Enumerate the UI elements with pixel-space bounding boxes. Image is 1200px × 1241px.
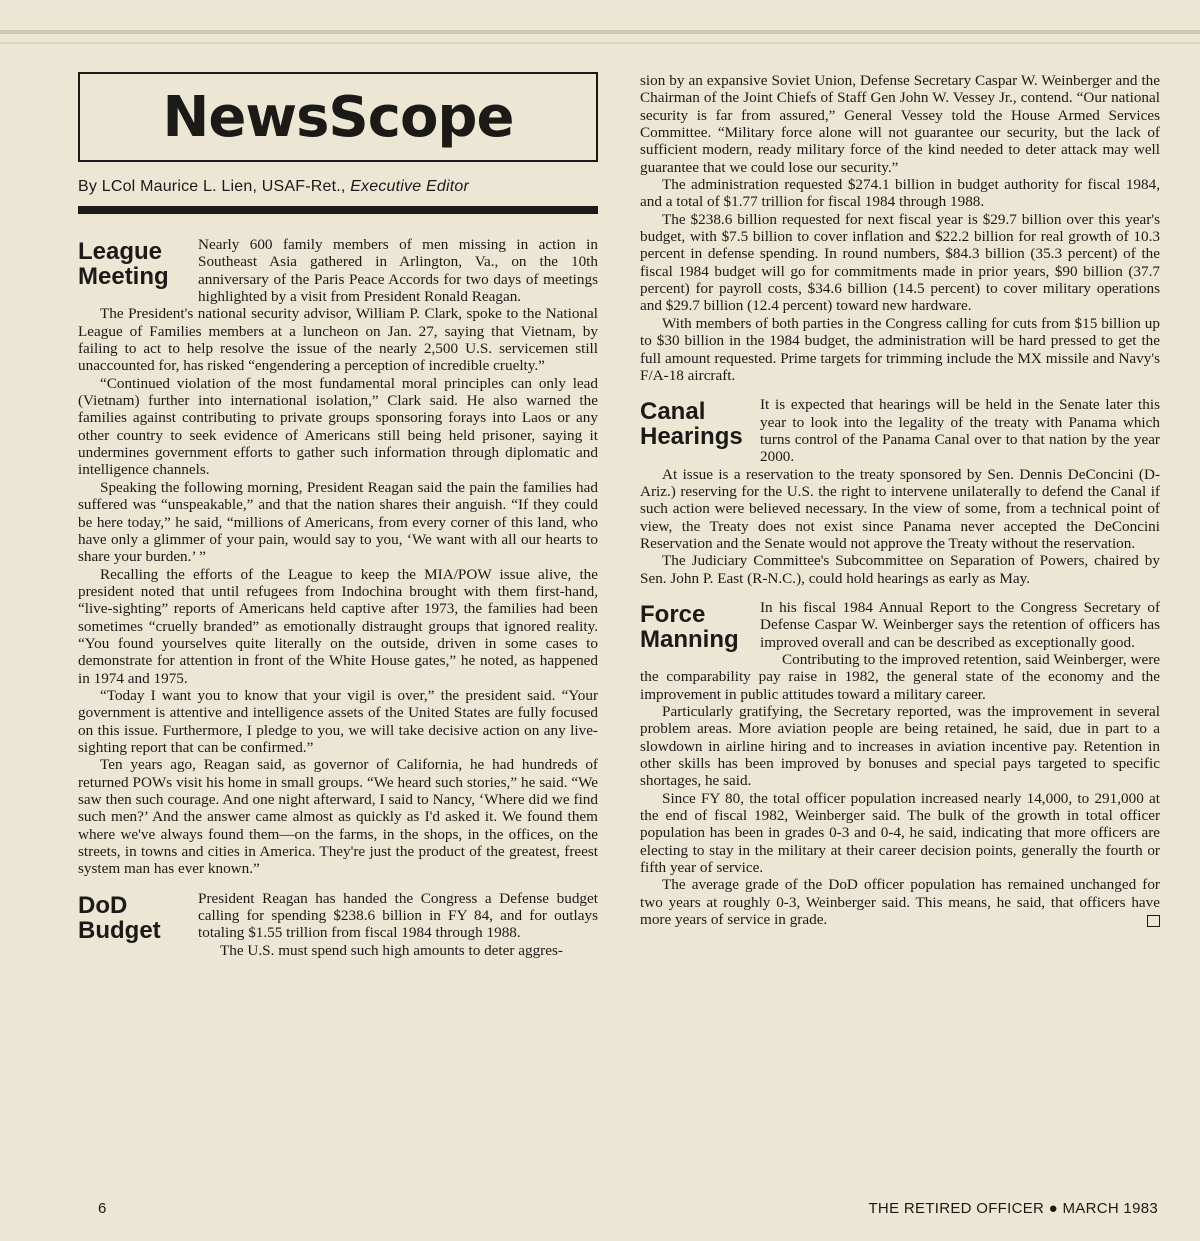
paragraph: The $238.6 billion requested for next fiscal year is $29.7 billion over this year's budget, with $7.5 billion to cover inflation and $22.2 billion for real growth of 10.3 percent in defense spending. In round numbers, $84.3 billion (35.3 percent) of the fiscal 1984 budget will go for commitments made in prior years, $90 billion (37.7 percent) for payroll costs, $34.6 billion (14.5 percent) to cover military operations and $29.7 billion (12.4 percent) toward new hardware. <box>640 210 1160 315</box>
section-canal-hearings <box>640 396 1160 587</box>
right-column <box>640 72 1160 929</box>
heading-line: Budget <box>78 916 161 944</box>
section-league-meeting <box>78 236 598 878</box>
masthead-rule <box>78 206 598 214</box>
end-of-article-box <box>1147 915 1160 927</box>
heading-line: Force <box>640 600 706 628</box>
masthead-box <box>78 72 598 162</box>
section-dod-budget-continued <box>640 72 1160 384</box>
heading-line: Canal <box>640 398 706 426</box>
paragraph: “Continued violation of the most fundamental moral principles can only lead (Vietnam) further into international isolation,” Clark said. He also warned the families against contributing to private groups sponsoring forays into Laos or any other country to seek evidence of Americans still being held prisoner, saying it undermines government efforts to gather such information through diplomatic and intelligence channels. <box>78 374 598 479</box>
paragraph: Ten years ago, Reagan said, as governor of California, he had hundreds of returned POWs visit his home in small groups. “We heard such stories,” he said. “We saw then such courage. And one night afterward, I said to Nancy, ‘Where did we find such men?’ And the answer came almost as quickly as I'd asked it. We found them where we've always found them—on the farms, in the shops, in the offices, on the streets, in towns and cities in America. They're just the product of the greatest, freest system man has ever known.” <box>78 756 598 878</box>
masthead-title: NewsScope <box>162 84 514 150</box>
byline-author: By LCol Maurice L. Lien, USAF-Ret., <box>78 178 351 195</box>
paragraph: The Judiciary Committee's Subcommittee on Separation of Powers, chaired by Sen. John P. East (R-N.C.), could hold hearings as early as May. <box>640 552 1160 587</box>
section-dod-budget <box>78 890 598 959</box>
section-heading <box>78 236 184 289</box>
paragraph: The President's national security advisor, William P. Clark, spoke to the National League of Families members at a luncheon on Jan. 27, saying that Vietnam, by failing to act to help resolve the issue of the nearly 2,500 U.S. servicemen still unaccounted for, has risked “engendering a perception of incredible cruelty.” <box>78 305 598 375</box>
paragraph: With members of both parties in the Congress calling for cuts from $15 billion up to $30 billion in the 1984 budget, the administration will be hard pressed to get the full amount requested. Prime targets for trimming include the MX missile and Navy's F/A-18 aircraft. <box>640 314 1160 384</box>
paragraph: “Today I want you to know that your vigil is over,” the president said. “Your government is attentive and intelligence assets of the United States are fully focused on this issue. Furthermore, I pledge to you, we will take decisive action on any live-sighting report that can be confirmed.” <box>78 686 598 756</box>
paragraph <box>640 876 1160 928</box>
paragraph: It is expected that hearings will be held in the Senate later this year to look into the legality of the treaty with Panama which turns control of the Panama Canal over to that nation by the year 2000. <box>760 396 1160 466</box>
paragraph: Contributing to the improved retention, said Weinberger, were the comparability pay raise in 1982, the general state of the economy and the improvement in public attitudes toward a military career. <box>640 651 1160 703</box>
heading-line: Manning <box>640 625 739 653</box>
paragraph: Since FY 80, the total officer population increased nearly 14,000, to 291,000 at the end of fiscal 1982, Weinberger said. The bulk of the growth in total officer population has been in grades 0-3 and 0-4, he said, indicating that more officers are electing to stay in the military at their career decision points, generally the fourth or fifth year of service. <box>640 789 1160 877</box>
byline <box>78 178 598 196</box>
paragraph: Nearly 600 family members of men missing in action in Southeast Asia gathered in Arlington, Va., on the 10th anniversary of the Paris Peace Accords for two days of meetings highlighted by a visit from President Ronald Reagan. <box>198 236 598 306</box>
top-border-rule <box>0 30 1200 34</box>
heading-line: DoD <box>78 891 128 919</box>
paragraph: sion by an expansive Soviet Union, Defense Secretary Caspar W. Weinberger and the Chairman of the Joint Chiefs of Staff Gen John W. Vessey Jr., contend. “Our national security is far from assured,” General Vessey told the House Armed Services Committee. “Military force alone will not guarantee our security, but the lack of sufficient modern, ready military force of the kind needed to deter attack may well guarantee that we could lose our security.” <box>640 72 1160 176</box>
section-heading <box>78 890 184 943</box>
heading-line: Hearings <box>640 423 743 451</box>
paragraph: President Reagan has handed the Congress a Defense budget calling for spending $238.6 billion in FY 84, and for outlays totaling $1.55 trillion from fiscal 1984 through 1988. <box>198 889 598 942</box>
section-heading <box>640 396 746 449</box>
top-border-rule-secondary <box>0 42 1200 44</box>
paragraph-text: The average grade of the DoD officer population has remained unchanged for two years at roughly 0-3, Weinberger said. This means, he said, that officers have more years of service in grade. <box>640 876 1160 929</box>
heading-line: Meeting <box>78 263 169 290</box>
byline-role: Executive Editor <box>350 178 469 195</box>
paragraph: The U.S. must spend such high amounts to deter aggres- <box>220 941 563 959</box>
left-column <box>78 72 598 959</box>
section-force-manning <box>640 599 1160 929</box>
heading-line: League <box>78 238 163 265</box>
page-number: 6 <box>98 1200 107 1217</box>
paragraph: The administration requested $274.1 billion in budget authority for fiscal 1984, and a total of $1.77 trillion for fiscal 1984 through 1988. <box>640 176 1160 211</box>
paragraph: At issue is a reservation to the treaty sponsored by Sen. Dennis DeConcini (D-Ariz.) reserving for the U.S. the right to intervene unilaterally to defend the Canal if such action were believed necessary. In the view of some, from a technical point of view, the Treaty does not exist since Panama never accepted the DeConcini Reservation and the Senate would not approve the Treaty without the reservation. <box>640 465 1160 552</box>
paragraph: Recalling the efforts of the League to keep the MIA/POW issue alive, the president noted that until refugees from Indochina brought with them first-hand, “live-sighting” reports of Americans held captive after 1973, the families had been sometimes “cruelly branded” as emotionally distraught groups that ignored reality. “You found yourselves quite literally on the outside, driven in some cases to demonstrate for attention in front of the White House gates,” he noted, as happened in 1974 and 1975. <box>78 565 598 687</box>
paragraph: Particularly gratifying, the Secretary reported, was the improvement in several problem areas. More aviation people are being retained, he said, due in part to a slowdown in airline hiring and to increases in aviation incentive pay. Retention in other skills has been improved by bonuses and special pays targeted to specific shortages, he said. <box>640 703 1160 790</box>
footer-publication: THE RETIRED OFFICER ● MARCH 1983 <box>868 1200 1158 1217</box>
section-heading <box>640 599 746 652</box>
paragraph: In his fiscal 1984 Annual Report to the Congress Secretary of Defense Caspar W. Weinberger says the retention of officers has improved overall and can be described as exceptionally good. <box>760 598 1160 651</box>
paragraph: Speaking the following morning, President Reagan said the pain the families had suffered was “unspeakable,” and that the nation shares their anguish. “If they could be here today,” he said, “millions of Americans, from every corner of this land, who have only a glimmer of your pain, would say to you, ‘We want with all our hearts to share your burden.’ ” <box>78 478 598 566</box>
